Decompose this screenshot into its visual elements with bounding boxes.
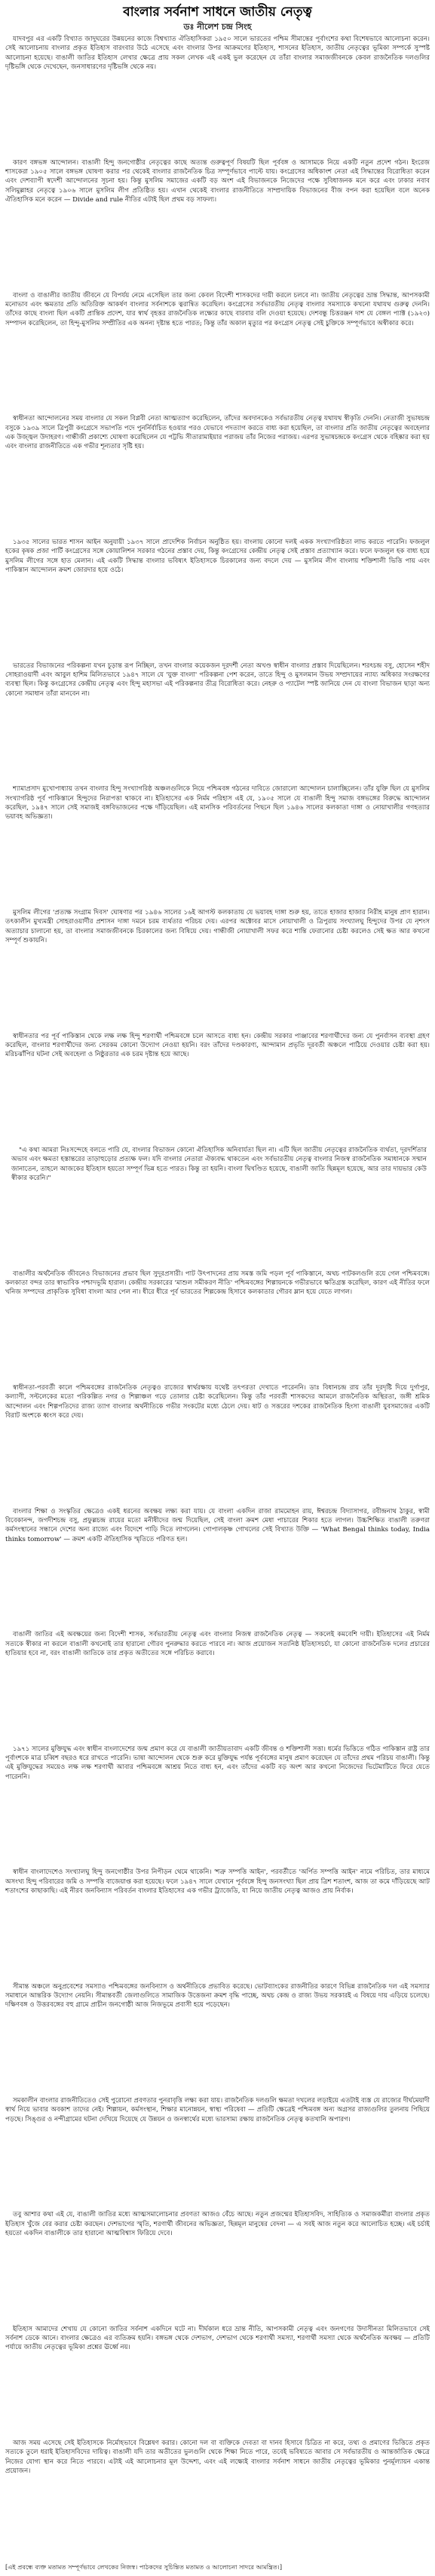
article-paragraph: সমকালীন বাংলার রাজনীতিতেও সেই পুরোনো প্রবণতার পুনরাবৃত্তি লক্ষ্য করা যায়। রাজনৈতিক দলগুলি ক্ষমতা দখলের লড়াইয়ে এতটাই ব্যস্ত যে রাজ্যের দীর্ঘমেয়াদী স্বার্থ নিয়ে ভাবার অবকাশ তাদের নেই। শিল্পায়ন, কর্মসংস্থান, শিক্ষার মানোন্নয়ন, স্বাস্থ্য পরিষেবা — প্রতিটি ক্ষেত্রেই পশ্চিমবঙ্গ অন্য অগ্রসর রাজ্যগুলির তুলনায় পিছিয়ে পড়ছে। সিঙ্গুর ও নন্দীগ্রামের ঘটনা দেখিয়ে দিয়েছে যে উন্নয়ন ও জনস্বার্থের মধ্যে ভারসাম্য রক্ষায় রাজনৈতিক নেতৃত্ব কতখানি অপারগ। [5, 2097, 430, 2123]
article-paragraph: বাঙালীর অর্থনৈতিক জীবনেও বিভাজনের প্রভাব ছিল সুদূরপ্রসারী। পাট উৎপাদনের প্রায় সমস্ত জমি পড়ল পূর্ব পাকিস্তানে, অথচ পাটকলগুলি রয়ে গেল পশ্চিমবঙ্গে। কলকাতা বন্দর তার স্বাভাবিক পশ্চাদভূমি হারাল। কেন্দ্রীয় সরকারের 'মাশুল সমীকরণ নীতি' পশ্চিমবঙ্গের শিল্পায়নকে গভীরভাবে ক্ষতিগ্রস্ত করেছিল, কারণ এই নীতির ফলে খনিজ সম্পদের প্রাকৃতিক সুবিধা বাংলা আর পেল না। ধীরে ধীরে পূর্ব ভারতের শিল্পকেন্দ্র হিসাবে কলকাতার গৌরব ম্লান হয়ে যেতে লাগল। [5, 1270, 430, 1297]
article-paragraph: স্বাধীনতা-পরবর্তী কালে পশ্চিমবঙ্গের রাজনৈতিক নেতৃত্বও রাজ্যের স্বার্থরক্ষায় যথেষ্ট তৎপরতা দেখাতে পারেননি। ডাঃ বিধানচন্দ্র রায় তাঁর দূরদৃষ্টি দিয়ে দুর্গাপুর, কল্যাণী, সল্টলেকের মতো পরিকল্পিত নগর ও শিল্পাঞ্চল গড়ে তোলার চেষ্টা করেছিলেন। কিন্তু তাঁর পরবর্তী শাসকদের আমলে রাজনৈতিক অস্থিরতা, জঙ্গী শ্রমিক আন্দোলন এবং শিল্পপতিদের রাজ্য ত্যাগ বাংলার অর্থনীতিকে গভীর সংকটের মধ্যে ঠেলে দেয়। ষাট ও সত্তরের দশকের রাজনৈতিক হিংসা বাঙালী যুবসমাজের একটি বিরাট অংশকে ধ্বংস করে দেয়। [5, 1384, 430, 1420]
article-paragraph: ১৯৩৫ সালের ভারত শাসন আইন অনুযায়ী ১৯৩৭ সালে প্রাদেশিক নির্বাচন অনুষ্ঠিত হয়। বাংলায় কোনো দলই একক সংখ্যাগরিষ্ঠতা লাভ করতে পারেনি। ফজলুল হকের কৃষক প্রজা পার্টি কংগ্রেসের সঙ্গে কোয়ালিশন সরকার গঠনের প্রস্তাব দেয়, কিন্তু কংগ্রেসের কেন্দ্রীয় নেতৃত্ব সেই প্রস্তাব প্রত্যাখ্যান করে। ফলে ফজলুল হক বাধ্য হয়ে মুসলিম লীগের সঙ্গে হাত মেলান। এই একটি সিদ্ধান্ত বাংলার ভবিষ্যৎ ইতিহাসকে চিরকালের জন্য বদলে দেয় — মুসলিম লীগ বাংলায় শক্তিশালী ভিত্তি পায় এবং পাকিস্তান আন্দোলন ক্রমশ জোরদার হয়ে ওঠে। [5, 539, 430, 575]
article-paragraph: সীমান্ত অঞ্চলে অনুপ্রবেশের সমস্যাও পশ্চিমবঙ্গের জনবিন্যাস ও অর্থনীতিকে প্রভাবিত করেছে। ভোটব্যাংকের রাজনীতির কারণে বিভিন্ন রাজনৈতিক দল এই সমস্যার সমাধানে আন্তরিক উদ্যোগ নেয়নি। সীমান্তবর্তী জেলাগুলিতে সামাজিক উত্তেজনা ক্রমশ বৃদ্ধি পাচ্ছে, অথচ কেন্দ্র ও রাজ্য উভয় সরকারই এ বিষয়ে দায় এড়িয়ে চলেছে। দক্ষিণবঙ্গ ও উত্তরবঙ্গের বহু গ্রামে প্রাচীন জনগোষ্ঠী আজ নিজভূমে প্রবাসী হয়ে পড়েছেন। [5, 1982, 430, 2010]
article-paragraph: বাংলা ও বাঙালীর জাতীয় জীবনে যে বিপর্যয় নেমে এসেছিল তার জন্য কেবল বিদেশী শাসকদের দায়ী করলে চলবে না। জাতীয় নেতৃত্বের ভ্রান্ত সিদ্ধান্ত, আপসকামী মনোভাব এবং ক্ষমতার প্রতি অতিরিক্ত আকর্ষণ বাংলার সর্বনাশকে ত্বরান্বিত করেছিল। কংগ্রেসের সর্বভারতীয় নেতৃত্ব বাংলার সমস্যাকে কখনো যথাযথ গুরুত্ব দেননি। তাঁদের কাছে বাংলা ছিল একটি প্রান্তিক প্রদেশ, যার স্বার্থ বৃহত্তর রাজনৈতিক লক্ষ্যের কাছে বারবার বলি দেওয়া হয়েছে। দেশবন্ধু চিত্তরঞ্জন দাশ যে বেঙ্গল প্যাক্ট (১৯২৩) সম্পাদন করেছিলেন, তা হিন্দু-মুসলিম সম্প্রীতির এক অনন্য দৃষ্টান্ত হতে পারত; কিন্তু তাঁর অকাল মৃত্যুর পর কংগ্রেস নেতৃত্ব সেই চুক্তিকে সম্পূর্ণভাবে অস্বীকার করে। [5, 291, 430, 327]
article-paragraph: ভারতের বিভাজনের পরিকল্পনা যখন চূড়ান্ত রূপ নিচ্ছিল, তখন বাংলার কয়েকজন দূরদর্শী নেতা অখণ্ড স্বাধীন বাংলার প্রস্তাব দিয়েছিলেন। শরৎচন্দ্র বসু, হোসেন শহীদ সোহরাওয়ার্দী এবং আবুল হাশিম মিলিতভাবে ১৯৪৭ সালে যে 'যুক্ত বাংলা' পরিকল্পনা পেশ করেন, তাতে হিন্দু ও মুসলমান উভয় সম্প্রদায়ের ন্যায্য অধিকার সংরক্ষণের ব্যবস্থা ছিল। কিন্তু কংগ্রেসের কেন্দ্রীয় নেতৃত্ব এবং হিন্দু মহাসভা এই পরিকল্পনার তীব্র বিরোধিতা করে। নেহরু ও প্যাটেল স্পষ্ট জানিয়ে দেন যে বাংলা বিভাজন ছাড়া অন্য কোনো সমাধান তাঁরা মানবেন না। [5, 662, 430, 698]
article-paragraph: স্বাধীন বাংলাদেশেও সংখ্যালঘু হিন্দু জনগোষ্ঠীর উপর নিপীড়ন থেমে থাকেনি। 'শত্রু সম্পত্তি আইন', পরবর্তীতে 'অর্পিত সম্পত্তি আইন' নামে পরিচিত, তার মাধ্যমে অসংখ্য হিন্দু পরিবারের জমি ও সম্পত্তি বাজেয়াপ্ত করা হয়েছে। ফলে ১৯৪৭ সালে যেখানে পূর্ববঙ্গে হিন্দু জনসংখ্যা ছিল প্রায় ত্রিশ শতাংশ, আজ তা কমে দাঁড়িয়েছে আট শতাংশের কাছাকাছি। এই নীরব জনবিন্যাস পরিবর্তন বাংলার ইতিহাসের এক গভীর ট্র্যাজেডি, যা নিয়ে জাতীয় নেতৃত্ব আজও প্রায় নির্বাক। [5, 1868, 430, 1896]
article-note: [এই প্রবন্ধে ব্যক্ত মতামত সম্পূর্ণভাবে লেখকের নিজস্ব। পাঠকদের সুচিন্তিত মতামত ও আলোচনা সাদরে আমন্ত্রিত।] [5, 2562, 283, 2571]
article-paragraph: বাংলার শিক্ষা ও সংস্কৃতির ক্ষেত্রেও একই ধরনের অবক্ষয় লক্ষ্য করা যায়। যে বাংলা একদিন রাজা রামমোহন রায়, ঈশ্বরচন্দ্র বিদ্যাসাগর, রবীন্দ্রনাথ ঠাকুর, স্বামী বিবেকানন্দ, জগদীশচন্দ্র বসু, প্রফুল্লচন্দ্র রায়ের মতো মনীষীদের জন্ম দিয়েছিল, সেই বাংলা ক্রমশ মেধা পাচারের শিকার হতে লাগল। উচ্চশিক্ষিত বাঙালী তরুণরা কর্মসংস্থানের সন্ধানে দেশের অন্য রাজ্যে এবং বিদেশে পাড়ি দিতে লাগলেন। গোপালকৃষ্ণ গোখলের সেই বিখ্যাত উক্তি — 'What Bengal thinks today, India thinks tomorrow' — ক্রমশ একটি ঐতিহাসিক স্মৃতিতে পরিণত হল। [5, 1507, 430, 1543]
article-paragraph: স্বাধীনতার পর পূর্ব পাকিস্তান থেকে লক্ষ লক্ষ হিন্দু শরণার্থী পশ্চিমবঙ্গে চলে আসতে বাধ্য হন। কেন্দ্রীয় সরকার পাঞ্জাবের শরণার্থীদের জন্য যে পুনর্বাসন ব্যবস্থা গ্রহণ করেছিল, বাংলার শরণার্থীদের জন্য সেরকম কোনো উদ্যোগ নেওয়া হয়নি। বরং তাঁদের দণ্ডকারণ্য, আন্দামান প্রভৃতি দূরবর্তী অঞ্চলে পাঠিয়ে দেওয়ার চেষ্টা করা হয়। মরিচঝাঁপির ঘটনা সেই অবহেলা ও নিষ্ঠুরতার এক চরম দৃষ্টান্ত হয়ে আছে। [5, 1032, 430, 1059]
article-paragraph: ইতিহাস আমাদের শেখায় যে কোনো জাতির সর্বনাশ একদিনে ঘটে না। দীর্ঘকাল ধরে ভ্রান্ত নীতি, আপসকামী নেতৃত্ব এবং জনগণের উদাসীনতা মিলিতভাবে সেই সর্বনাশ ডেকে আনে। বাংলার ক্ষেত্রেও এর ব্যতিক্রম হয়নি। বঙ্গভঙ্গ থেকে দেশভাগ, দেশভাগ থেকে শরণার্থী সমস্যা, শরণার্থী সমস্যা থেকে অর্থনৈতিক অবক্ষয় — প্রতিটি পর্যায়ে জাতীয় নেতৃত্বের ভূমিকা প্রশ্নের ঊর্ধ্বে নয়। [5, 2325, 430, 2352]
article-author: ডঃ নীলেশ চন্দ্র সিংহ [183, 22, 252, 32]
article-paragraph: বাঙালী জাতির এই অবক্ষয়ের জন্য বিদেশী শাসক, সর্বভারতীয় নেতৃত্ব এবং বাংলার নিজস্ব রাজনৈতিক নেতৃত্ব — সকলেই কমবেশি দায়ী। ইতিহাসের এই নির্মম সত্যকে স্বীকার না করলে বাঙালী কখনোই তার হারানো গৌরব পুনরুদ্ধার করতে পারবে না। আজ প্রয়োজন সত্যনিষ্ঠ ইতিহাসচর্চা, যা কোনো রাজনৈতিক দলের প্রচারের হাতিয়ার হবে না, বরং বাঙালী জাতিকে তার প্রকৃত অতীতের সঙ্গে পরিচিত করাবে। [5, 1631, 430, 1658]
article-quote: "এ কথা আমরা নিঃসন্দেহে বলতে পারি যে, বাংলার বিভাজন কোনো ঐতিহাসিক অনিবার্যতা ছিল না। এটি ছিল জাতীয় নেতৃত্বের রাজনৈতিক ব্যর্থতা, দূরদর্শিতার অভাব এবং ক্ষমতা হস্তান্তরের তাড়াহুড়োর প্রত্যক্ষ ফল। যদি বাংলার নেতারা ঐক্যবদ্ধ থাকতেন এবং সর্বভারতীয় নেতৃত্ব বাংলার নিজস্ব রাজনৈতিক সমাধানকে সম্মান জানাতেন, তাহলে আজকের ইতিহাস হয়তো সম্পূর্ণ ভিন্ন হতে পারত। কিন্তু তা হয়নি। বাংলা দ্বিখণ্ডিত হয়েছে, বাঙালী জাতি ছিন্নমূল হয়েছে, আর তার দায়ভার কেউ স্বীকার করেনি।" [11, 1147, 427, 1183]
article-paragraph: শ্যামাপ্রসাদ মুখোপাধ্যায় তখন বাংলার হিন্দু সংখ্যাগরিষ্ঠ অঞ্চলগুলিকে নিয়ে পশ্চিমবঙ্গ গঠনের দাবিতে জোরালো আন্দোলন চালাচ্ছিলেন। তাঁর যুক্তি ছিল যে মুসলিম সংখ্যাগরিষ্ঠ পূর্ব পাকিস্তানে হিন্দুদের নিরাপত্তা থাকবে না। ইতিহাসের এক নির্মম পরিহাস এই যে, ১৯০৫ সালে যে বাঙালী হিন্দু সমাজ বঙ্গভঙ্গের বিরুদ্ধে আন্দোলন করেছিল, ১৯৪৭ সালে সেই সমাজই বঙ্গবিভাজনের পক্ষে দাঁড়িয়েছিল। এই মানসিক পরিবর্তনের পিছনে ছিল ১৯৪৬ সালের কলকাতা দাঙ্গা ও নোয়াখালীর গণহত্যার ভয়াবহ অভিজ্ঞতা। [5, 785, 430, 821]
article-paragraph: যাদবপুর এর একটি বিখ্যাত জাদুঘরের উন্নয়নের কাজে বিশ্বখ্যাত ঐতিহাসিকরা ১৯৫০ সালে ভারতের পশ্চিম সীমান্তের পূর্বাংশের কথা বিশেষভাবে আলোচনা করেন। সেই আলোচনায় বাংলার প্রকৃত ইতিহাস বারংবার উঠে এসেছে এবং বাংলার উপর আক্রমণের ইতিহাস, শাসনের ইতিহাস, জাতীয় নেতৃত্বের ভূমিকা সম্পর্কে সুস্পষ্ট আলোচনা হয়েছে। বাঙালী জাতির ইতিহাস লেখার ক্ষেত্রে প্রায় সকল লেখক এই একই ভুল করেছেন যে তাঁরা বাংলার সমাজজীবনকে কেবল রাজনৈতিক দলগুলির দৃষ্টিভঙ্গি থেকে দেখেছেন, জনসাধারণের দৃষ্টিভঙ্গি থেকে নয়। [5, 35, 430, 72]
article-paragraph: স্বাধীনতা আন্দোলনের সময় বাংলার যে সকল বিপ্লবী নেতা আত্মত্যাগ করেছিলেন, তাঁদের অবদানকেও সর্বভারতীয় নেতৃত্ব যথাযথ স্বীকৃতি দেননি। নেতাজী সুভাষচন্দ্র বসুকে ১৯৩৯ সালে ত্রিপুরী কংগ্রেসে সভাপতি পদে পুনর্নির্বাচিত হওয়ার পরও যেভাবে পদত্যাগ করতে বাধ্য করা হয়েছিল, তা বাংলার প্রতি জাতীয় নেতৃত্বের অবহেলার এক উজ্জ্বল উদাহরণ। গান্ধীজী প্রকাশ্যে ঘোষণা করেছিলেন যে পট্টভি সীতারামাইয়ার পরাজয় তাঁর নিজের পরাজয়। এরপর সুভাষচন্দ্রকে কংগ্রেস থেকে বহিষ্কার করা হয় এবং বাংলার রাজনীতিতে এক গভীর শূন্যতার সৃষ্টি হয়। [5, 415, 430, 451]
article-paragraph: তবু আশার কথা এই যে, বাঙালী জাতির মধ্যে আত্মসমালোচনার প্রবণতা আজও বেঁচে আছে। নতুন প্রজন্মের ইতিহাসবিদ, সাহিত্যিক ও সমাজকর্মীরা বাংলার প্রকৃত ইতিহাস খুঁজে বের করার চেষ্টা করছেন। দেশভাগের স্মৃতি, শরণার্থী জীবনের অভিজ্ঞতা, ছিন্নমূল মানুষের বেদনা — এ সবই আজ নতুন করে আলোচিত হচ্ছে। এই চর্চাই হয়তো একদিন বাঙালীকে তার হারানো আত্মবিশ্বাস ফিরিয়ে দেবে। [5, 2211, 430, 2238]
article-paragraph: কারণ বঙ্গভঙ্গ আন্দোলন। বাঙালী হিন্দু জনগোষ্ঠীর নেতৃত্বের কাছে অত্যন্ত গুরুত্বপূর্ণ বিষয়টি ছিল পূর্ববঙ্গ ও আসামকে নিয়ে একটি নতুন প্রদেশ গঠন। ইংরেজ শাসকেরা ১৯০৫ সালে বঙ্গভঙ্গ ঘোষণা করার পর থেকেই বাংলার রাজনৈতিক চিত্র সম্পূর্ণভাবে পাল্টে যায়। কংগ্রেসের অধিকাংশ নেতা এই সিদ্ধান্তের বিরোধিতা করেন এবং দেশব্যাপী স্বদেশী আন্দোলনের সূচনা হয়। কিন্তু মুসলিম সমাজের একটি বড় অংশ এই বিভাজনকে নিজেদের পক্ষে সুবিধাজনক মনে করে এবং ঢাকার নবাব সলিমুল্লাহর নেতৃত্বে ১৯০৬ সালে মুসলিম লীগ প্রতিষ্ঠিত হয়। এখান থেকেই বাংলার রাজনীতিতে সাম্প্রদায়িক বিভাজনের বীজ বপন করা হয়েছিল বলে অনেক ঐতিহাসিক মনে করেন — Divide and rule নীতির এটাই ছিল প্রথম বড় সাফল্য। [5, 158, 430, 204]
article-paragraph: মুসলিম লীগের 'প্রত্যক্ষ সংগ্রাম দিবস' ঘোষণার পর ১৯৪৬ সালের ১৬ই আগস্ট কলকাতায় যে ভয়াবহ দাঙ্গা শুরু হয়, তাতে হাজার হাজার নিরীহ মানুষ প্রাণ হারান। তৎকালীন মুখ্যমন্ত্রী সোহরাওয়ার্দীর প্রশাসন দাঙ্গা দমনে চরম ব্যর্থতার পরিচয় দেয়। এরপর অক্টোবর মাসে নোয়াখালী ও ত্রিপুরায় সংখ্যালঘু হিন্দুদের উপর যে নৃশংস অত্যাচার চালানো হয়, তা বাংলার সমাজজীবনকে চিরকালের জন্য বিষিয়ে দেয়। গান্ধীজী নোয়াখালী সফর করে শান্তি ফেরানোর চেষ্টা করলেও সেই ক্ষত আর কখনো সম্পূর্ণ শুকায়নি। [5, 909, 430, 945]
article-title: বাংলার সর্বনাশ সাধনে জাতীয় নেতৃত্ব [123, 5, 312, 20]
article-paragraph: ১৯৭১ সালের মুক্তিযুদ্ধ এবং স্বাধীন বাংলাদেশের জন্ম প্রমাণ করে যে বাঙালী জাতীয়তাবাদ একটি জীবন্ত ও শক্তিশালী সত্তা। ধর্মের ভিত্তিতে গঠিত পাকিস্তান রাষ্ট্র তার পূর্বাংশকে মাত্র চব্বিশ বছরও ধরে রাখতে পারেনি। ভাষা আন্দোলন থেকে শুরু করে মুক্তিযুদ্ধ পর্যন্ত পূর্ববঙ্গের মানুষ প্রমাণ করেছেন যে তাঁদের প্রথম পরিচয় বাঙালী। কিন্তু এই মুক্তিযুদ্ধের সময়েও লক্ষ লক্ষ শরণার্থী আবার পশ্চিমবঙ্গে আশ্রয় নিতে বাধ্য হন, এবং তাঁদের একটি বড় অংশ আর কখনো নিজেদের ভিটেমাটিতে ফিরে যেতে পারেননি। [5, 1745, 430, 1781]
article-paragraph: আজ সময় এসেছে সেই ইতিহাসকে নির্মোহভাবে বিশ্লেষণ করার। কোনো দল বা ব্যক্তিকে দেবতা বা দানব হিসাবে চিত্রিত না করে, তথ্য ও প্রমাণের ভিত্তিতে প্রকৃত সত্যকে তুলে ধরাই ইতিহাসবিদের দায়িত্ব। বাঙালী যদি তার অতীতের ভুলগুলি থেকে শিক্ষা নিতে পারে, তবেই ভবিষ্যতে আবার সে সর্বভারতীয় ও আন্তর্জাতিক ক্ষেত্রে নিজের যোগ্য স্থান করে নিতে পারবে। এটাই এই আলোচনার মূল উদ্দেশ্য, এবং এই লক্ষ্যেই বাংলার সর্বনাশ সাধনে জাতীয় নেতৃত্বের ভূমিকার পুনর্মূল্যায়ন একান্ত প্রয়োজন। [5, 2439, 430, 2476]
article-body [5, 35, 430, 2571]
